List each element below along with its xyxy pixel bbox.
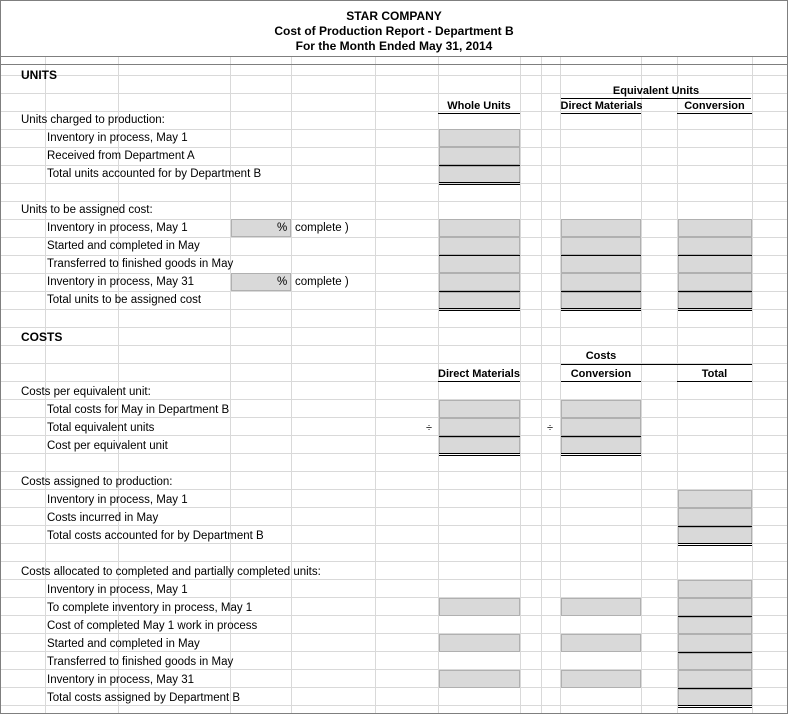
whole-rule [439, 255, 520, 256]
dm-inv-may31-input[interactable] [561, 273, 641, 291]
complete-label-1: complete ) [295, 222, 349, 234]
percent-sign-2: % [277, 276, 288, 288]
dm-rule [561, 291, 641, 292]
whole-units-rule [438, 113, 520, 114]
grid-row-line [1, 183, 787, 184]
grid-row-line [1, 327, 787, 328]
grid-row-line [1, 309, 787, 310]
dm-double-rule [561, 308, 641, 311]
conv-to-complete-input[interactable] [561, 598, 641, 616]
whole-assigned-inv-may1-input[interactable] [439, 219, 520, 237]
conv-equiv-units-input[interactable] [561, 418, 641, 436]
total-costs-may-label: Total costs for May in Department B [47, 404, 230, 416]
total-started-completed-input[interactable] [678, 634, 752, 652]
conv-total-costs-input[interactable] [561, 400, 641, 418]
conv-inv-may31-cost-input[interactable] [561, 670, 641, 688]
whole-started-completed-input[interactable] [439, 237, 520, 255]
conv-started-completed-cost-input[interactable] [561, 634, 641, 652]
conv-units-header: Conversion [684, 100, 745, 112]
costs-inv-may1-label: Inventory in process, May 1 [47, 494, 188, 506]
total-costs-assigned-input[interactable] [678, 689, 752, 706]
conv-units-rule [677, 113, 752, 114]
units-received-label: Received from Department A [47, 150, 195, 162]
alloc-inv-may31-label: Inventory in process, May 31 [47, 674, 195, 686]
grid-row-line [1, 345, 787, 346]
cost-completed-label: Cost of completed May 1 work in process [47, 620, 258, 632]
units-assigned-heading: Units to be assigned cost: [21, 204, 153, 216]
transferred-label: Transferred to finished goods in May [47, 258, 234, 270]
dm-started-completed-cost-input[interactable] [439, 634, 520, 652]
costs-allocated-heading: Costs allocated to completed and partially completed units: [21, 566, 321, 578]
cost-per-unit-heading: Costs per equivalent unit: [21, 386, 151, 398]
whole-rule [439, 291, 520, 292]
conv-transferred-input[interactable] [678, 255, 752, 273]
whole-total-accounted-input[interactable] [439, 166, 520, 183]
complete-label-2: complete ) [295, 276, 349, 288]
dm-costs-rule [438, 381, 520, 382]
total-transferred-input[interactable] [678, 653, 752, 670]
total-cost-completed-input[interactable] [678, 617, 752, 634]
whole-total-double-rule [439, 182, 520, 185]
costs-group-header: Costs [585, 350, 617, 362]
dm-equiv-units-input[interactable] [439, 418, 520, 436]
alloc-transferred-label: Transferred to finished goods in May [47, 656, 234, 668]
percent-sign-1: % [277, 222, 288, 234]
conv-inv-may1-input[interactable] [678, 219, 752, 237]
cost-per-unit-label: Cost per equivalent unit [47, 440, 168, 452]
whole-units-header: Whole Units [447, 100, 511, 112]
dm-inv-may31-cost-input[interactable] [439, 670, 520, 688]
costs-total-accounted-label: Total costs accounted for by Department B [47, 530, 264, 542]
total-to-complete-input[interactable] [678, 598, 752, 616]
conv-cost-per-unit-input[interactable] [561, 437, 641, 454]
grid-row-line [1, 561, 787, 562]
total-costs-header: Total [701, 368, 728, 380]
equiv-units-header: Equivalent Units [612, 85, 700, 97]
divide-icon: ÷ [426, 422, 433, 434]
alloc-total-assigned-label: Total costs assigned by Department B [47, 692, 241, 704]
whole-double-rule [439, 308, 520, 311]
units-total-accounted-label: Total units accounted for by Department B [47, 168, 262, 180]
dm-transferred-input[interactable] [561, 255, 641, 273]
grid-row-line [1, 75, 787, 76]
grid-row-line [1, 381, 787, 382]
assigned-inv-may1-label: Inventory in process, May 1 [47, 222, 188, 234]
alloc-started-completed-label: Started and completed in May [47, 638, 200, 650]
total-alloc-inv-may1-input[interactable] [678, 580, 752, 598]
costs-group-rule [561, 364, 752, 365]
divide-icon: ÷ [547, 422, 554, 434]
dm-inv-may1-input[interactable] [561, 219, 641, 237]
dm-to-complete-input[interactable] [439, 598, 520, 616]
costs-section-title: COSTS [21, 330, 63, 344]
started-completed-label: Started and completed in May [47, 240, 200, 252]
conv-started-completed-input[interactable] [678, 237, 752, 255]
total-costs-double-rule [678, 543, 752, 546]
whole-total-assigned-input[interactable] [439, 292, 520, 309]
dm-total-costs-input[interactable] [439, 400, 520, 418]
whole-received-input[interactable] [439, 147, 520, 165]
conv-double-rule [678, 308, 752, 311]
conv-inv-may31-input[interactable] [678, 273, 752, 291]
total-alloc-rule [678, 652, 752, 653]
report-period: For the Month Ended May 31, 2014 [295, 39, 493, 53]
total-costs-rule [678, 526, 752, 527]
whole-transferred-input[interactable] [439, 255, 520, 273]
company-name: STAR COMPANY [346, 9, 442, 23]
total-costs-incurred-input[interactable] [678, 508, 752, 526]
dm-cost-double-rule [439, 453, 520, 456]
dm-cost-rule [439, 436, 520, 437]
units-section-rule [1, 64, 787, 65]
dm-units-rule [561, 113, 641, 114]
conv-costs-header: Conversion [570, 368, 632, 380]
conv-cost-double-rule [561, 453, 641, 456]
conv-costs-rule [561, 381, 641, 382]
whole-inv-may1-input[interactable] [439, 129, 520, 147]
total-alloc-double-rule [678, 705, 752, 708]
costs-incurred-label: Costs incurred in May [47, 512, 159, 524]
total-equiv-units-label: Total equivalent units [47, 422, 155, 434]
total-alloc-rule [678, 616, 752, 617]
units-section-title: UNITS [21, 68, 57, 82]
units-charged-heading: Units charged to production: [21, 114, 165, 126]
total-costs-accounted-input[interactable] [678, 527, 752, 544]
assigned-inv-may31-label: Inventory in process, May 31 [47, 276, 195, 288]
dm-units-header: Direct Materials [560, 100, 643, 112]
conv-cost-rule [561, 436, 641, 437]
total-alloc-rule [678, 688, 752, 689]
alloc-inv-may1-label: Inventory in process, May 1 [47, 584, 188, 596]
total-inv-may31-input[interactable] [678, 670, 752, 688]
dm-cost-per-unit-input[interactable] [439, 437, 520, 454]
dm-rule [561, 255, 641, 256]
units-inv-may1-label: Inventory in process, May 1 [47, 132, 188, 144]
whole-inv-may31-input[interactable] [439, 273, 520, 291]
report-title: Cost of Production Report - Department B [274, 24, 514, 38]
conv-rule [678, 255, 752, 256]
to-complete-label: To complete inventory in process, May 1 [47, 602, 253, 614]
conv-total-assigned-input[interactable] [678, 292, 752, 309]
dm-total-assigned-input[interactable] [561, 292, 641, 309]
dm-costs-header: Direct Materials [438, 368, 520, 380]
total-units-assigned-label: Total units to be assigned cost [47, 294, 202, 306]
dm-started-completed-input[interactable] [561, 237, 641, 255]
title-underline [1, 56, 787, 57]
total-costs-inv-may1-input[interactable] [678, 490, 752, 508]
grid-row-line [1, 471, 787, 472]
conv-rule [678, 291, 752, 292]
costs-assigned-heading: Costs assigned to production: [21, 476, 173, 488]
total-costs-rule [677, 381, 752, 382]
